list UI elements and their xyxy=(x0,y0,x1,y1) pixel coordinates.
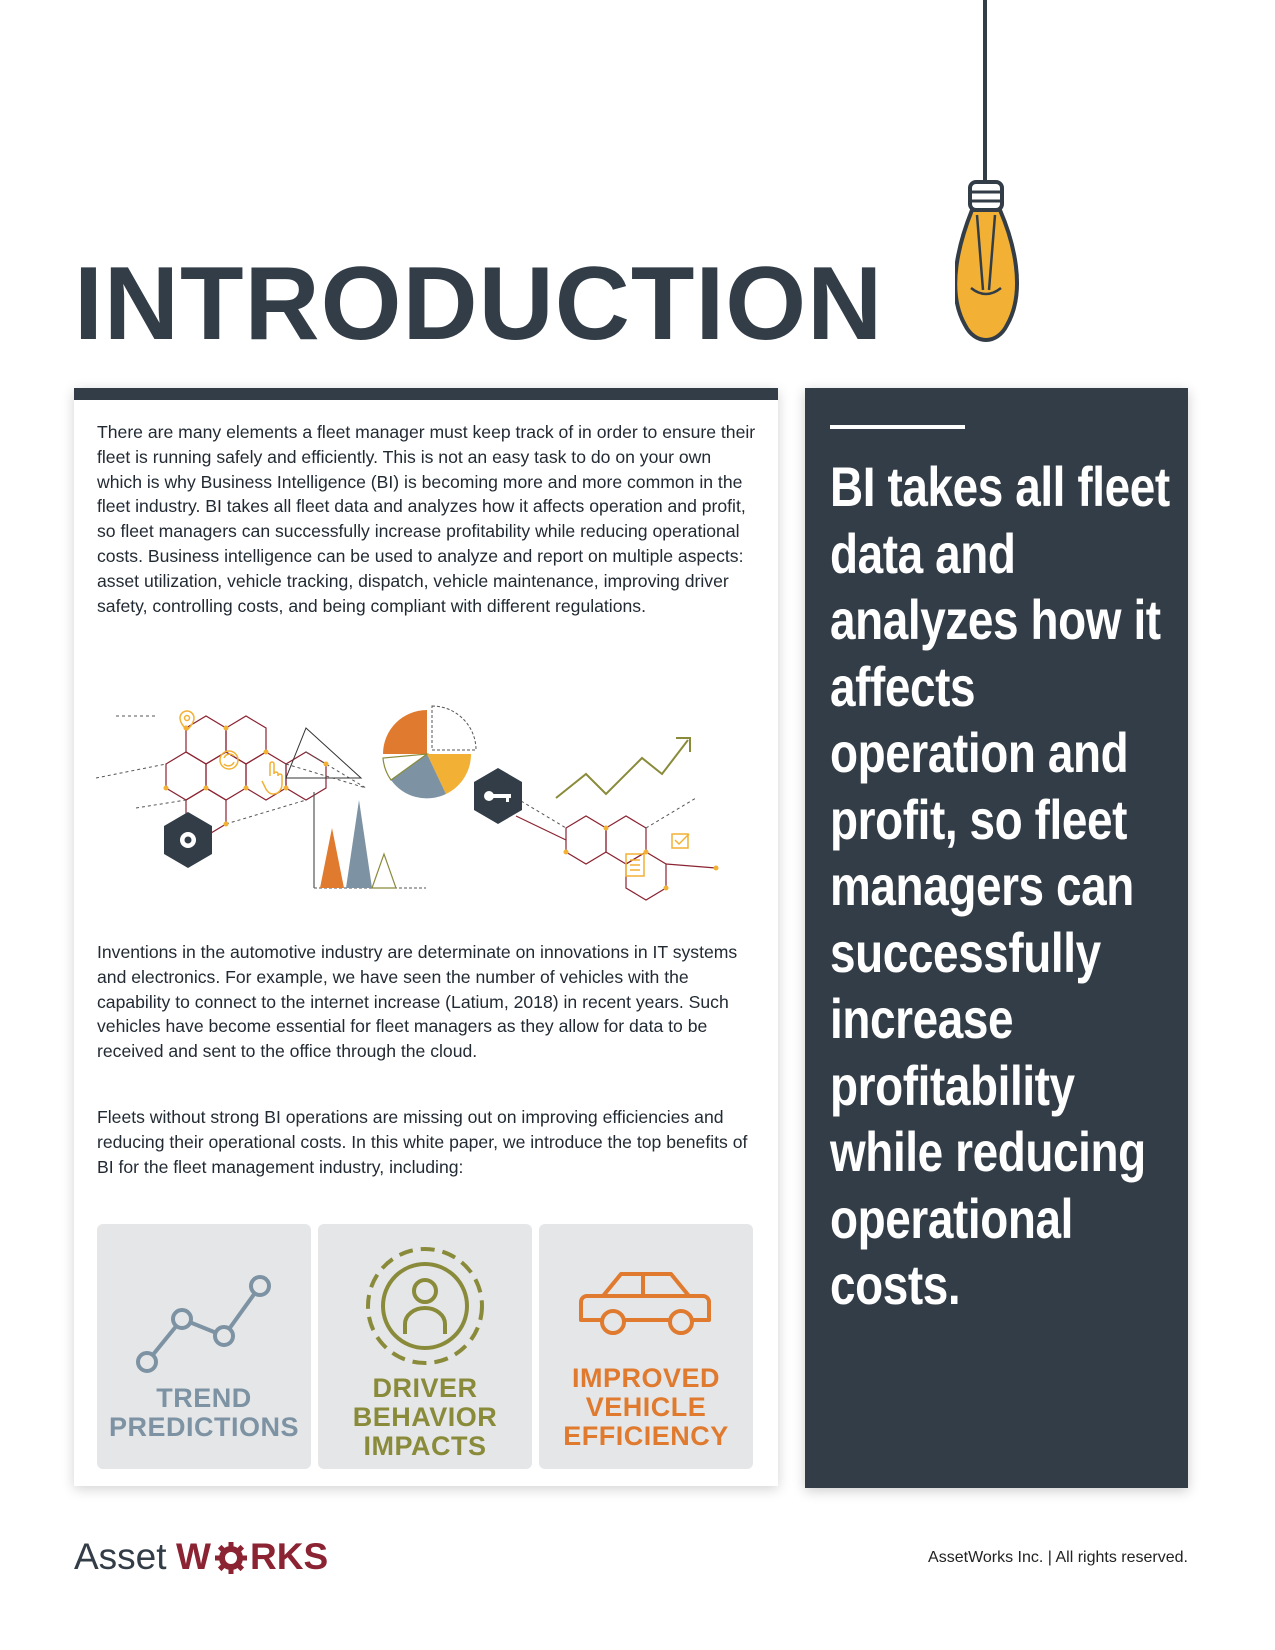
pull-quote: BI takes all fleet data and analyzes how it affects operation and profit, so fleet managers can successfully increase profitability while reducing operational costs. xyxy=(830,455,1170,1316)
feature-trend-predictions xyxy=(97,1224,311,1469)
feature-vehicle-efficiency xyxy=(539,1224,753,1469)
quote-rule xyxy=(830,425,965,429)
logo-text-asset: Asset xyxy=(74,1536,167,1577)
feature-label-trend: TREND PREDICTIONS xyxy=(108,1383,300,1442)
car-icon xyxy=(539,1224,753,1374)
feature-driver-behavior xyxy=(318,1224,532,1469)
intro-paragraph-2: Inventions in the automotive industry are determinate on innovations in IT systems and electronics. For example, we have seen the number of vehicles with the capability to connect to the internet increase (Latium, 2018) in recent years. Such vehicles have become essential for fleet managers as they allow for data to be received and sent to the office through the cloud. xyxy=(97,942,738,1062)
light-bulb-icon xyxy=(955,0,1055,360)
card-top-bar xyxy=(74,388,778,400)
driver-person-icon xyxy=(318,1224,532,1374)
gear-logo-icon xyxy=(214,1541,248,1575)
intro-paragraph-1: There are many elements a fleet manager must keep track of in order to ensure their fleet is running safely and efficiently. This is not an easy task to do on your own which is why Business Intelligence (BI) is becoming more and more common in the fleet industry. BI takes all fleet data and analyzes how it affects operation and profit, so fleet managers can successfully increase profitability while reducing operational costs. Business intelligence can be used to analyze and report on multiple aspects: asset utilization, vehicle tracking, dispatch, vehicle maintenance, improving driver safety, controlling costs, and being compliant with different regulations. xyxy=(97,422,756,616)
data-network-illustration xyxy=(96,688,756,908)
trend-line-icon xyxy=(97,1224,311,1374)
feature-label-vehicle: IMPROVED VEHICLE EFFICIENCY xyxy=(563,1363,729,1451)
logo-text-rks: RKS xyxy=(250,1536,329,1577)
intro-card xyxy=(74,388,778,1486)
pull-quote-card xyxy=(805,388,1188,1488)
assetworks-logo xyxy=(74,1537,364,1577)
feature-label-driver: DRIVER BEHAVIOR IMPACTS xyxy=(352,1373,498,1461)
page-title: INTRODUCTION xyxy=(74,246,884,362)
logo-text-w: W xyxy=(176,1536,211,1577)
footer-rights: AssetWorks Inc. | All rights reserved. xyxy=(928,1549,1188,1566)
intro-paragraph-3: Fleets without strong BI operations are missing out on improving efficiencies and reducing their operational costs. In this white paper, we introduce the top benefits of BI for the fleet management industry, including: xyxy=(97,1107,748,1177)
